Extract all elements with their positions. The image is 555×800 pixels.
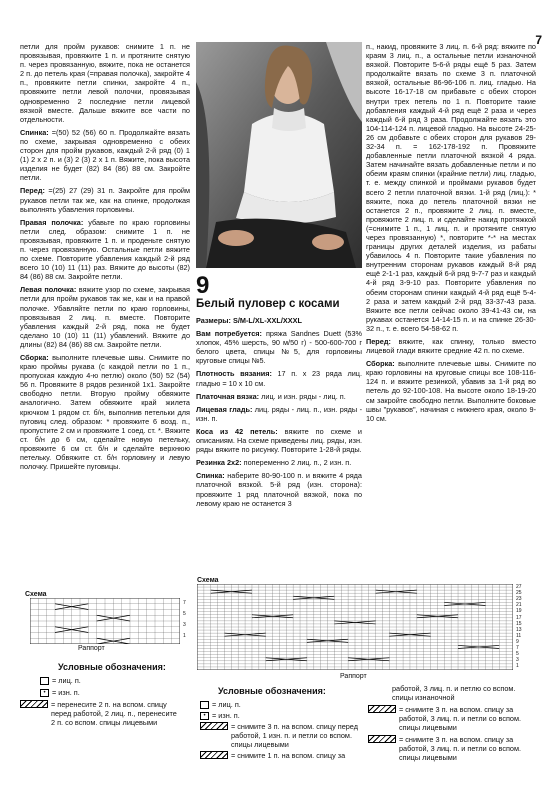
heading-pered: Перед: — [20, 186, 45, 196]
paragraph-spinka — [20, 128, 190, 183]
cable-right-symbol-icon — [200, 751, 228, 759]
heading-materials: Вам потребуется: — [196, 329, 262, 339]
row-number: 25 — [516, 590, 522, 597]
row-number: 19 — [516, 608, 522, 615]
row-number: 23 — [516, 596, 522, 603]
paragraph-right-front — [20, 218, 190, 282]
legend3-item: работой, 3 лиц. п. и петлю со вспом. спицы изнаночной — [392, 684, 516, 702]
legend3-item: = снимите 3 п. на вспом. спицу за работой, 3 лиц. п. и петли со вспом. спицы лицевыми — [368, 735, 538, 762]
paragraph-materials — [196, 329, 362, 365]
legend2 — [200, 700, 360, 760]
column-middle — [196, 316, 362, 512]
legend3-item: = снимите 3 п. на вспом. спицу за работой, 3 лиц. п. и петли со вспом. спицы лицевыми — [368, 705, 538, 732]
row-number: 3 — [516, 657, 519, 664]
heading-sizes: Размеры: — [196, 316, 231, 325]
paragraph-stockinette — [196, 405, 362, 423]
pattern-number: 9 — [196, 272, 210, 299]
text-right-front: убавьте по краю горловины петли след. образом: снимите 1 п. не провязывая, провяжите 1 п. и проденьте снятую п. через провязанную. Остальные петли вяжите по схеме. Повторите убавления каждый 2-й ряд всего 10 (10) 11 (11) раз. Вяжите до высоты (82) 84 (86) 88 см. Закройте петли. — [20, 217, 191, 282]
heading-assembly: Сборка: — [20, 353, 49, 362]
text-back: наберите 80-90-100 п. и вяжите 4 ряда платочной вязкой. 5-й ряд (изн. сторона): провяжите 1 ряд платочной вязкой, пока по левому краю не останется 3 — [196, 471, 362, 508]
chart2-label: Схема — [197, 577, 219, 584]
text-left-front: вяжите узор по схеме, закрывая петли для пройм рукавов так же, как и на правой полочке. Убавляйте петли по краю горловины, провязывая 2 лиц. п. вместе. Повторите убавления каждый 2-й ряд, пока не будет сделано 10 (10) 11 (11) убавлений. Вяжите до длины (82) 84 (86) 88 см. Закройте петли. — [20, 285, 190, 349]
heading-cable: Коса из 42 петель: — [196, 426, 278, 436]
purl-symbol-icon: • — [40, 689, 49, 697]
heading-stockinette: Лицевая гладь: — [196, 404, 253, 414]
legend1-item: • = изн. п. — [40, 688, 190, 697]
model-photo — [196, 42, 362, 268]
paragraph-assembly-2 — [366, 359, 536, 423]
legend1-item: = перенесите 2 п. на вспом. спицу перед работой, 2 лиц. п., перенесите 2 п. со вспом. спицы лицевыми — [20, 700, 190, 727]
legend2-heading: Условные обозначения: — [218, 686, 326, 696]
heading-right-front: Правая полочка: — [20, 217, 84, 227]
paragraph-front — [366, 337, 536, 355]
text-assembly: выполните плечевые швы. Снимите по краю проймы рукава (с каждой петли по 1 п., пропуская каждую 4-ю петлю) около (50) 52 (54) 56 п. Провяжите 8 рядов резинкой 1х1. Закройте свободно петли. Вторую пройму обвяжите аналогично. Затем обвяжите край жилета крючком 1 рядом ст. б/н, выполнив петельки для пуговиц след. образом: * провяжите 6 возд. п., пропустите 2 см и провяжите 1 соед. ст. *. Вяжите ст. б/н до 6 см, сделайте новую петельку, провяжите 6 см ст. б/н и сделайте верхнюю петельку. Обвяжите ст. б/н горловину и левую полочку. Пришейте пуговицы. — [20, 353, 191, 472]
legend3 — [368, 684, 538, 762]
chart1-rapport: Раппорт — [78, 645, 105, 652]
legend1-heading: Условные обозначения: — [58, 662, 166, 672]
cable-back-symbol-icon — [368, 705, 396, 713]
legend2-item: = снимите 3 п. на вспом. спицу перед работой, 1 изн. п. и петли со вспом. спицы лицевыми — [200, 722, 360, 749]
chart2-rapport: Раппорт — [340, 673, 367, 680]
legend1 — [20, 676, 190, 727]
chart2-grid — [197, 584, 513, 670]
row-number: 15 — [516, 620, 522, 627]
legend2-item: = лиц. п. — [200, 700, 360, 709]
text-garter: лиц. и изн. ряды - лиц. п. — [261, 391, 346, 401]
heading-rib: Резинка 2х2: — [196, 458, 242, 468]
knit-symbol-icon — [200, 701, 209, 709]
row-number: 1 — [516, 663, 519, 670]
text-assembly-2: выполните плечевые швы. Снимите по краю горловины на круговые спицы все 108-116-124 п. и вяжите резинкой, убавив за 1-й ряд во петель до 92-100-108. На высоте около 18-19-20 см закройте свободно петли. Выполните боковые швы "рукавов", начиная с нижнего края, около 9-10 см. — [366, 359, 537, 423]
legend1-item: = лиц. п. — [40, 676, 190, 685]
cable-left-symbol-icon — [200, 722, 228, 730]
legend2-item: • = изн. п. — [200, 711, 360, 720]
text-sizes: S/M-L/XL-XXL/XXXL — [232, 316, 302, 325]
cable-cross-symbol-icon — [20, 700, 48, 708]
row-number: 13 — [516, 626, 522, 633]
row-number: 21 — [516, 602, 522, 609]
column-right — [366, 42, 536, 427]
text-pered: =(25) 27 (29) 31 п. Закройте для пройм рукавов петли так же, как на спинке, продолжая выполнять убавления горловины. — [20, 186, 190, 214]
row-number: 11 — [516, 632, 522, 639]
row-number: 3 — [183, 622, 186, 628]
heading-left-front: Левая полочка: — [20, 285, 77, 295]
paragraph-density — [196, 369, 362, 387]
cable-back-symbol-icon — [368, 735, 396, 743]
row-number: 5 — [183, 611, 186, 617]
text-stockinette: лиц. ряды - лиц. п., изн. ряды - изн. п. — [196, 404, 362, 423]
row-number: 1 — [183, 633, 186, 639]
text-rib: попеременно 2 лиц. п., 2 изн. п. — [243, 458, 352, 468]
paragraph-sizes — [196, 316, 362, 325]
column-left — [20, 42, 190, 475]
purl-symbol-icon: • — [200, 712, 209, 720]
row-number: 9 — [516, 638, 519, 645]
heading-assembly-2: Сборка: — [366, 359, 395, 369]
pattern-title: Белый пуловер с косами — [196, 298, 340, 310]
row-number: 27 — [516, 584, 522, 590]
heading-garter: Платочная вязка: — [196, 391, 260, 401]
text-cable: вяжите по схеме и описаниям. На схеме приведены лиц. ряды, изн. ряды вяжите по рисунку. Повторите 1-28-й ряды. — [196, 426, 362, 455]
model-photo-illustration — [196, 42, 362, 268]
paragraph-cable — [196, 427, 362, 454]
text-front: вяжите, как спинку, только вместо лицевой глади вяжите средние 42 п. по схеме. — [366, 337, 537, 356]
paragraph-back — [196, 471, 362, 507]
paragraph-assembly — [20, 353, 190, 471]
heading-front: Перед: — [366, 337, 391, 346]
paragraph-garter — [196, 392, 362, 401]
page-number: 7 — [535, 33, 542, 47]
heading-spinka: Спинка: — [20, 127, 49, 137]
row-number: 7 — [183, 600, 186, 606]
paragraph-left-front — [20, 285, 190, 349]
text-spinka: =(50) 52 (56) 60 п. Продолжайте вязать по схеме, закрывая одновременно с обеих сторон для пройм рукавов, каждый 2-й ряд (0) 1 (1) 2 х 2 п. и (3) 2 (3) 2 х 1 п. Вяжите, пока высота изделия не будет (82) 84 (86) 88 см. Закройте петли. — [20, 127, 190, 183]
heading-back: Спинка: — [196, 471, 225, 481]
text-density: 17 п. х 23 ряда лиц. гладью = 10 х 10 см. — [196, 369, 363, 388]
paragraph-pered — [20, 186, 190, 213]
knit-symbol-icon — [40, 677, 49, 685]
paragraph-rib — [196, 458, 362, 467]
text-materials: пряжа Sandnes Duett (53% хлопок, 45% шерсть, 90 м/50 г) - 500-600-700 г белого цвета, спицы №5, для горловины круговые спицы №5. — [196, 329, 362, 366]
heading-density: Плотность вязания: — [196, 369, 272, 379]
row-number: 17 — [516, 614, 522, 621]
legend2-item: = снимите 1 п. на вспом. спицу за — [200, 751, 360, 760]
paragraph-back-continued: п., накид, провяжите 3 лиц. п. 6-й ряд: вяжите по краям 3 лиц. п., а остальные петли изнаночной вязкой. Повторите 5-6-й ряды ещё 5 раз. Затем продолжайте вязать по схеме 3 п. платочной вязкой, остальные 86-96-106 п. лиц. гладью. На высоте 16-17-18 см прибавьте с обеих сторон внутри трех петель по 1 п. Повторите такие добавления каждый 4-й ряд ещё 2 раза и через каждый 6-й ряд 3 раза. Продолжайте вязать это 104-114-124 п. лицевой гладью. На высоте 24-25-26 см добавьте с обеих сторон для рукавов 29-32-34 п. = 162-178-192 п. Провяжите добавленные петли платочной вязкой 4 ряда. Затем начинайте вязать добавленные петли и по обеим краям спинки (крайние петли) лиц. гладью, т. е. между спинкой и проймами рукавов будет всего 2 петли платочной вязки. 1-й ряд (лиц.): * вяжите, пока до петель платочной вязки не останется 2 п., провяжите 2 лиц. п. вместе, провяжите 2 лиц. п. и сделайте накид протяжкой (=снимите 1 п., 1 лиц. п. и протяните снятую через провязанную) *, повторите *-* на местах границы других деталей изделия, из рабаты убавилось 4 п. Повторите такие убавления по внутренним сторонам рукавов каждый 8-й ряд ещё 2-1-1 раз, каждый 6-й ряд 9-7-7 раз и каждый 4-й ряд 3-9-10 раз. Повторите убавления по обеим сторонам спинки каждый 4-й ряд ещё 5-4-2 раза и затем каждый 2-й ряд 33-37-43 раза. Вяжите все петли сейчас около 39-41-43 см, на рукавах останется 14-14-15 п. и на спинке 26-30-32 п., т. е. всего 54-58-62 п. — [366, 42, 536, 333]
chart1-grid — [30, 598, 180, 644]
paragraph-continuation: петли для пройм рукавов: снимите 1 п. не провязывая, провяжите 1 п. и протяните снятую п. через провязанную, вяжите, пока не останется 2 п. до петель края (=правая полочка), закройте 4 п., провяжите петли спинки, закройте 4 п., провяжите петли левой полочки, провязывая одновременно 2 последние петли лицевой вязкой вместе. Дальше вяжите все части по отдельности. — [20, 42, 190, 124]
row-number: 5 — [516, 651, 519, 658]
chart1-label: Схема — [25, 591, 47, 598]
row-number: 7 — [516, 645, 519, 651]
